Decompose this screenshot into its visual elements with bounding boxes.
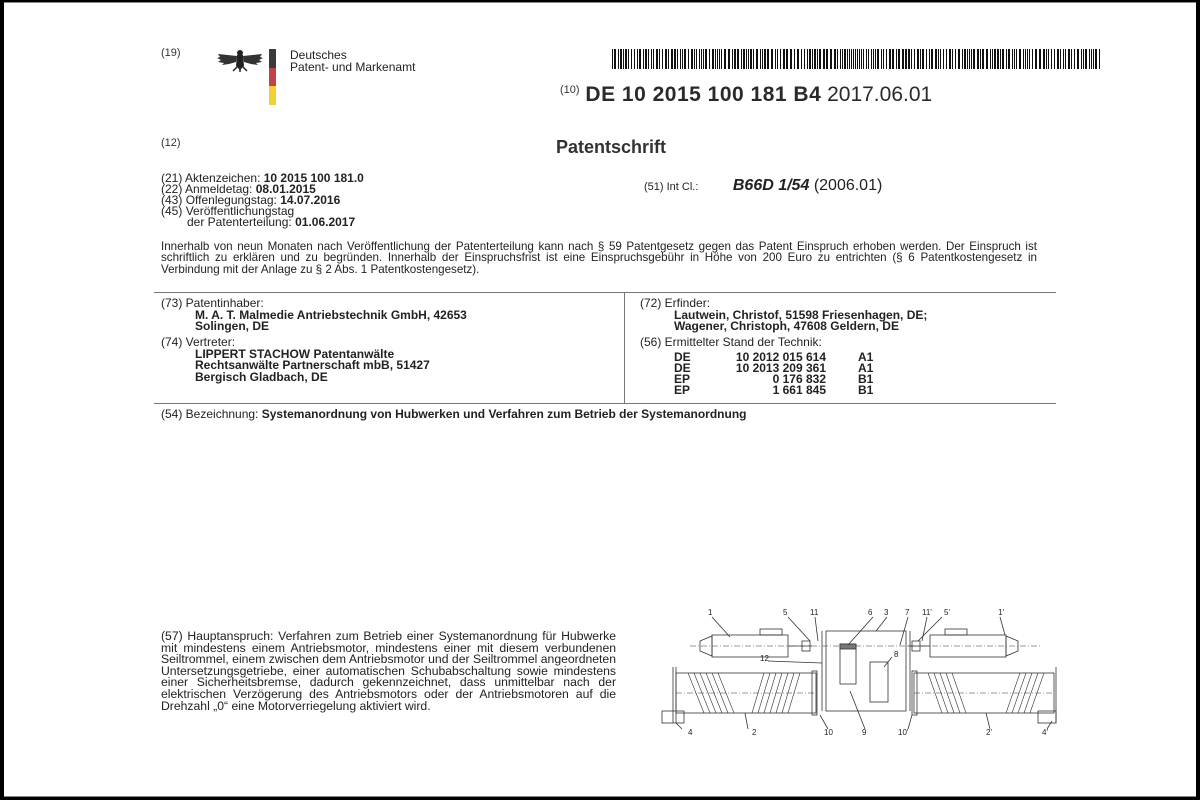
barcode-bar xyxy=(1093,49,1094,69)
barcode-bar xyxy=(801,49,802,69)
barcode-bar xyxy=(914,49,915,69)
barcode-bar xyxy=(844,49,846,69)
barcode-bar xyxy=(861,49,862,69)
biblio-row-45-cont xyxy=(161,217,364,228)
int-cl-code: B66D 1/54 xyxy=(732,177,810,194)
barcode-bar xyxy=(703,49,704,69)
barcode-bar xyxy=(639,49,641,69)
barcode-bar xyxy=(807,49,808,69)
svg-text:2': 2' xyxy=(986,728,992,736)
citation-country: DE xyxy=(674,360,691,375)
barcode-bar xyxy=(809,49,811,69)
barcode-bar xyxy=(674,49,676,69)
barcode-bar xyxy=(694,49,695,69)
representative-line: Bergisch Gladbach, DE xyxy=(195,369,328,384)
barcode-bar xyxy=(955,49,956,69)
field-label: Anmeldetag: xyxy=(185,182,253,196)
svg-text:8: 8 xyxy=(894,650,899,659)
main-claim: (57) Hauptanspruch: Verfahren zum Betrieb einer Systemanordnung für Hubwerke mit mindestens einem Antriebsmotor, mindestens einer mit diesem verbundenen Seiltrommel, einem zwischen dem Antriebsmotor und der Seiltrommel angeordneten Untersetzungsgetriebe, einer automatischen Schubabschaltung sowie mindestens einer Sicherheitsbremse, dadurch gekennzeichnet, dass unmittelbar nach der elektrischen Verzögerung des Antriebsmotors oder der Antriebsmotoren auf die Drehzahl „0“ eine Motorverriegelung aktiviert wird. xyxy=(161,629,616,713)
citation-row xyxy=(640,382,874,397)
barcode-bar xyxy=(623,49,624,69)
barcode-bar xyxy=(712,49,714,69)
citation-country: EP xyxy=(674,371,691,386)
barcode-bar xyxy=(952,49,953,69)
barcode-bar xyxy=(982,49,984,69)
publication-number-line xyxy=(560,83,932,107)
barcode-bar xyxy=(926,49,927,69)
barcode-bar xyxy=(682,49,683,69)
prior-art-block xyxy=(640,337,873,396)
barcode-bar xyxy=(971,49,972,69)
field-label: Aktenzeichen: xyxy=(185,171,261,185)
representative-label: (74) Vertreter: xyxy=(161,335,236,349)
inventors-label: (72) Erfinder: xyxy=(640,296,711,310)
inid-code: (21) xyxy=(161,171,183,185)
barcode-bar xyxy=(634,49,635,69)
barcode-bar xyxy=(1027,49,1028,69)
office-line2: Patent- und Markenamt xyxy=(290,60,416,74)
svg-text:3: 3 xyxy=(884,608,889,617)
laid-open-date: 14.07.2016 xyxy=(280,193,341,207)
barcode-bar xyxy=(1048,49,1049,69)
barcode-bar xyxy=(645,49,647,69)
barcode-bar xyxy=(938,49,939,69)
barcode-bar xyxy=(1012,49,1013,69)
barcode-bar xyxy=(1008,49,1010,69)
barcode-bar xyxy=(997,49,999,69)
barcode-bar xyxy=(949,49,951,69)
barcode-bar xyxy=(977,49,979,69)
barcode-bar xyxy=(868,49,869,69)
int-cl-version: (2006.01) xyxy=(813,177,883,194)
inid-19: (19) xyxy=(161,47,181,59)
barcode-bar xyxy=(881,49,882,69)
barcode-bar xyxy=(830,49,832,69)
proprietor-line: Solingen, DE xyxy=(195,319,270,333)
barcode-bar xyxy=(1083,49,1084,69)
barcode-bar xyxy=(922,49,924,69)
barcode-bar xyxy=(908,49,910,69)
barcode-bar xyxy=(990,49,991,69)
barcode-bar xyxy=(940,49,941,69)
title-value: Systemanordnung von Hubwerken und Verfahren zum Betrieb der Systemanordnung xyxy=(261,407,747,421)
flag-red xyxy=(269,68,276,87)
inventors-block xyxy=(640,298,927,333)
svg-text:10: 10 xyxy=(824,728,833,736)
barcode-bar xyxy=(662,49,663,69)
citation-number: 10 2012 015 614 xyxy=(735,349,826,364)
column-divider xyxy=(624,293,625,403)
svg-text:5: 5 xyxy=(783,608,788,617)
barcode-bar xyxy=(684,49,686,69)
svg-text:1: 1 xyxy=(708,608,713,617)
barcode-bar xyxy=(614,49,616,69)
inid-code: (22) xyxy=(161,182,183,196)
citation-kind: B1 xyxy=(858,371,874,386)
barcode-bar xyxy=(1071,49,1072,69)
representative-line: Rechtsanwälte Partnerschaft mbB, 51427 xyxy=(195,358,430,372)
barcode-bar xyxy=(840,49,841,69)
svg-text:4': 4' xyxy=(1042,728,1048,736)
barcode-bar xyxy=(857,49,858,69)
barcode-bar xyxy=(931,49,933,69)
barcode-bar xyxy=(659,49,660,69)
barcode-bar xyxy=(620,49,622,69)
svg-text:1': 1' xyxy=(998,608,1004,617)
barcode-bar xyxy=(1039,49,1041,69)
barcode-bar xyxy=(1099,49,1100,69)
barcode-bar xyxy=(929,49,930,69)
barcode-bar xyxy=(896,49,897,69)
barcode-bar xyxy=(797,49,799,69)
citation-number: 10 2013 209 361 xyxy=(735,360,826,375)
barcode-bar xyxy=(786,49,788,69)
barcode-bar xyxy=(775,49,776,69)
field-label: Offenlegungstag: xyxy=(185,193,277,207)
barcode-bar xyxy=(967,49,968,69)
barcode-bar xyxy=(826,49,828,69)
barcode-bar xyxy=(889,49,891,69)
inventor-line: Wagener, Christoph, 47608 Geldern, DE xyxy=(674,319,899,333)
barcode-bar xyxy=(817,49,818,69)
barcode-bar xyxy=(853,49,854,69)
citation-number: 1 661 845 xyxy=(772,382,826,397)
prior-art-label: (56) Ermittelter Stand der Technik: xyxy=(640,335,822,349)
citation-kind: A1 xyxy=(858,349,874,364)
inventor-line: Lautwein, Christof, 51598 Friesenhagen, DE; xyxy=(674,307,928,322)
barcode-bar xyxy=(1095,49,1097,69)
barcode-bar xyxy=(847,49,848,69)
barcode-bar xyxy=(715,49,716,69)
barcode-bar xyxy=(1089,49,1090,69)
barcode-bar xyxy=(842,49,843,69)
barcode-bar xyxy=(905,49,907,69)
barcode-bar xyxy=(721,49,722,69)
patent-office-name xyxy=(290,49,415,73)
barcode-bar xyxy=(1063,49,1064,69)
barcode-bar xyxy=(1057,49,1059,69)
svg-text:2: 2 xyxy=(752,728,757,736)
barcode-bar xyxy=(866,49,867,69)
barcode-bar xyxy=(709,49,710,69)
bibliographic-data xyxy=(161,173,364,228)
citation-kind: A1 xyxy=(858,360,874,375)
barcode-bar xyxy=(1025,49,1026,69)
barcode-bar xyxy=(762,49,763,69)
inid-10: (10) xyxy=(560,84,580,96)
barcode-bar xyxy=(701,49,702,69)
barcode-bar xyxy=(753,49,754,69)
barcode-bar xyxy=(771,49,773,69)
barcode-bar xyxy=(756,49,758,69)
barcode-bar xyxy=(1091,49,1092,69)
publication-date: 2017.06.01 xyxy=(827,83,933,106)
barcode-bar xyxy=(935,49,937,69)
barcode-bar xyxy=(834,49,836,69)
barcode-bar xyxy=(804,49,805,69)
svg-text:6: 6 xyxy=(868,608,873,617)
barcode-bar xyxy=(863,49,864,69)
barcode-bar xyxy=(973,49,975,69)
representative-block xyxy=(161,337,430,383)
barcode-bar xyxy=(760,49,761,69)
svg-text:10': 10' xyxy=(898,728,909,736)
barcode-bar xyxy=(917,49,919,69)
barcode-bar xyxy=(849,49,850,69)
barcode-bar xyxy=(958,49,960,69)
barcode-bar xyxy=(677,49,678,69)
barcode-bar xyxy=(691,49,693,69)
barcode-bar xyxy=(920,49,921,69)
barcode-bar xyxy=(724,49,726,69)
svg-text:5': 5' xyxy=(944,608,950,617)
opposition-notice: Innerhalb von neun Monaten nach Veröffentlichung der Patenterteilung kann nach § 59 Patentgesetz gegen das Patent Einspruch erhoben werden. Der Einspruch ist schriftlich zu erklären und zu begründen. Innerhalb der Einspruchsfrist ist eine Einspruchsgebühr in Höhe von 200 Euro zu entrichten (§ 6 Patentkostengesetz in Verbindung mit der Anlage zu § 2 Abs. 1 Patentkostengesetz). xyxy=(161,240,1037,276)
barcode-bar xyxy=(665,49,667,69)
barcode-bar xyxy=(612,49,613,69)
barcode-bar xyxy=(898,49,900,69)
barcode-bar xyxy=(746,49,747,69)
barcode-bar xyxy=(873,49,874,69)
barcode-bar xyxy=(1065,49,1066,69)
proprietor-label: (73) Patentinhaber: xyxy=(161,296,264,310)
barcode-bar xyxy=(851,49,852,69)
barcode-bar xyxy=(717,49,718,69)
barcode-bar xyxy=(618,49,619,69)
federal-eagle-icon xyxy=(216,48,264,72)
application-number: 10 2015 100 181.0 xyxy=(263,171,364,185)
barcode-bar xyxy=(668,49,669,69)
barcode-bar xyxy=(783,49,785,69)
svg-text:12: 12 xyxy=(760,654,769,663)
barcode-bar xyxy=(1085,49,1087,69)
svg-text:7: 7 xyxy=(905,608,910,617)
barcode-bar xyxy=(748,49,749,69)
barcode-bar xyxy=(877,49,879,69)
barcode xyxy=(612,49,1104,69)
barcode-bar xyxy=(1014,49,1015,69)
barcode-bar xyxy=(728,49,730,69)
barcode-bar xyxy=(790,49,792,69)
barcode-bar xyxy=(1068,49,1070,69)
barcode-bar xyxy=(886,49,887,69)
barcode-bar xyxy=(986,49,988,69)
barcode-bar xyxy=(911,49,912,69)
barcode-bar xyxy=(653,49,654,69)
document-type-title: Patentschrift xyxy=(556,137,667,157)
filing-date: 08.01.2015 xyxy=(255,182,316,196)
barcode-bar xyxy=(780,49,781,69)
svg-text:11': 11' xyxy=(922,608,932,617)
barcode-bar xyxy=(1060,49,1061,69)
barcode-bar xyxy=(946,49,947,69)
barcode-bar xyxy=(671,49,673,69)
barcode-bar xyxy=(1035,49,1037,69)
svg-text:4: 4 xyxy=(688,728,693,736)
barcode-bar xyxy=(1074,49,1075,69)
publication-number: DE 10 2015 100 181 B4 xyxy=(585,83,822,106)
barcode-bar xyxy=(1019,49,1021,69)
barcode-bar xyxy=(743,49,745,69)
barcode-bar xyxy=(1002,49,1004,69)
patent-page xyxy=(4,2,1196,797)
barcode-bar xyxy=(1016,49,1017,69)
barcode-bar xyxy=(943,49,944,69)
barcode-bar xyxy=(814,49,816,69)
barcode-bar xyxy=(794,49,795,69)
barcode-bar xyxy=(1077,49,1079,69)
proprietor-block xyxy=(161,298,467,333)
barcode-bar xyxy=(764,49,766,69)
barcode-bar xyxy=(1023,49,1024,69)
barcode-bar xyxy=(1043,49,1045,69)
barcode-bar xyxy=(1032,49,1033,69)
citation-country: DE xyxy=(674,349,691,364)
barcode-bar xyxy=(1029,49,1030,69)
barcode-bar xyxy=(892,49,894,69)
grant-publication-date: 01.06.2017 xyxy=(295,215,356,229)
barcode-bar xyxy=(637,49,638,69)
barcode-bar xyxy=(734,49,736,69)
barcode-bar xyxy=(625,49,627,69)
office-line1: Deutsches xyxy=(290,48,347,62)
barcode-bar xyxy=(750,49,752,69)
barcode-bar xyxy=(962,49,963,69)
barcode-bar xyxy=(651,49,652,69)
barcode-bar xyxy=(648,49,649,69)
barcode-bar xyxy=(767,49,769,69)
barcode-bar xyxy=(859,49,860,69)
svg-text:9: 9 xyxy=(862,728,867,736)
barcode-bar xyxy=(964,49,966,69)
barcode-bar xyxy=(719,49,720,69)
int-cl-label: (51) Int Cl.: xyxy=(644,181,699,193)
citation-country: EP xyxy=(674,382,691,397)
field-label: der Patenterteilung: xyxy=(187,215,292,229)
barcode-bar xyxy=(812,49,813,69)
barcode-bar xyxy=(823,49,825,69)
parties-box xyxy=(154,292,1056,404)
citation-number: 0 176 832 xyxy=(772,371,826,386)
hoist-system-drawing xyxy=(660,601,1058,736)
barcode-bar xyxy=(732,49,733,69)
inid-code: (45) xyxy=(161,204,183,218)
invention-title xyxy=(161,407,747,421)
barcode-bar xyxy=(696,49,697,69)
barcode-bar xyxy=(1051,49,1052,69)
barcode-bar xyxy=(819,49,821,69)
barcode-bar xyxy=(883,49,884,69)
inid-12: (12) xyxy=(161,137,181,149)
svg-text:11: 11 xyxy=(810,608,819,617)
barcode-bar xyxy=(688,49,689,69)
barcode-bar xyxy=(741,49,742,69)
barcode-bar xyxy=(855,49,856,69)
representative-line: LIPPERT STACHOW Patentanwälte xyxy=(195,346,395,361)
barcode-bar xyxy=(1006,49,1007,69)
barcode-bar xyxy=(1046,49,1047,69)
barcode-bar xyxy=(980,49,981,69)
barcode-bar xyxy=(628,49,629,69)
citation-kind: B1 xyxy=(858,382,874,397)
barcode-bar xyxy=(777,49,778,69)
barcode-bar xyxy=(1000,49,1001,69)
proprietor-line: M. A. T. Malmedie Antriebstechnik GmbH, 42653 xyxy=(195,307,467,322)
barcode-bar xyxy=(656,49,658,69)
barcode-bar xyxy=(837,49,838,69)
barcode-bar xyxy=(902,49,904,69)
barcode-bar xyxy=(875,49,876,69)
barcode-bar xyxy=(969,49,970,69)
field-label: Veröffentlichungstag xyxy=(185,204,295,218)
german-flag-stripe xyxy=(269,49,276,105)
barcode-bar xyxy=(992,49,993,69)
barcode-bar xyxy=(699,49,700,69)
inid-code: (43) xyxy=(161,193,183,207)
barcode-bar xyxy=(643,49,644,69)
barcode-bar xyxy=(705,49,707,69)
flag-black xyxy=(269,49,276,68)
barcode-bar xyxy=(871,49,872,69)
barcode-bar xyxy=(1081,49,1082,69)
barcode-bar xyxy=(1054,49,1055,69)
international-classification xyxy=(644,177,882,195)
barcode-bar xyxy=(994,49,996,69)
title-label: (54) Bezeichnung: xyxy=(161,407,259,421)
barcode-bar xyxy=(737,49,739,69)
barcode-bar xyxy=(680,49,681,69)
barcode-bar xyxy=(631,49,632,69)
flag-gold xyxy=(269,86,276,105)
